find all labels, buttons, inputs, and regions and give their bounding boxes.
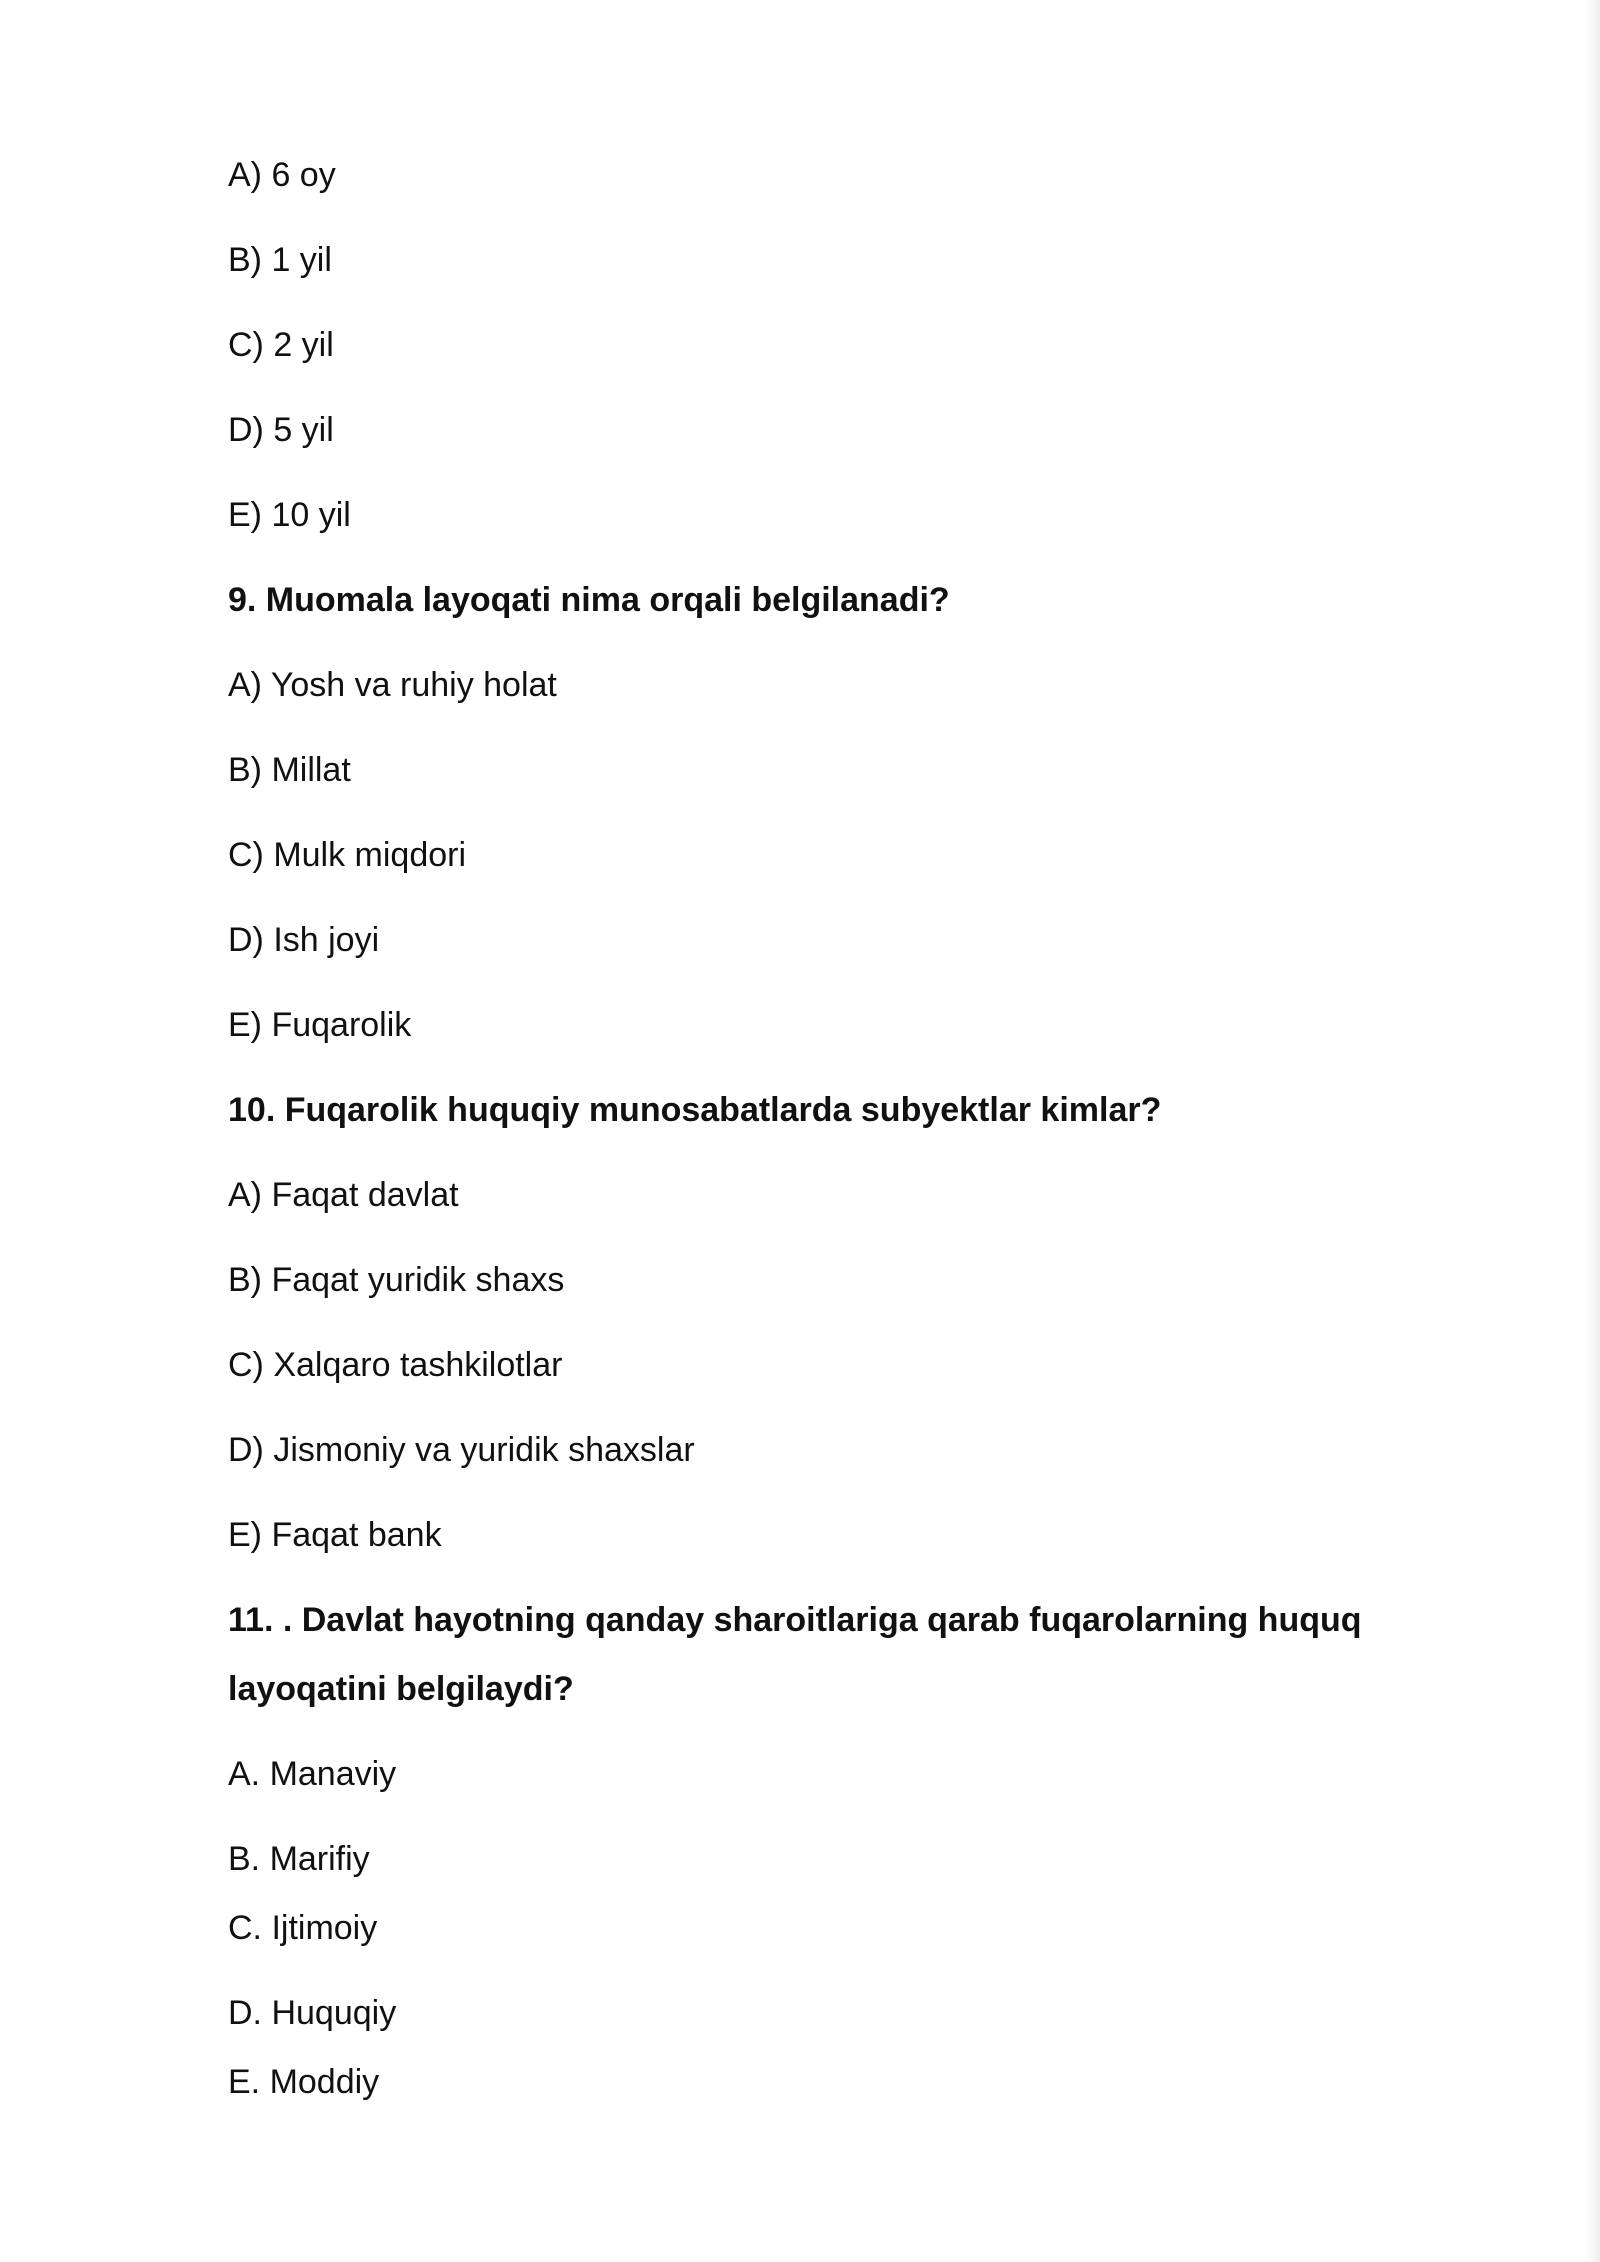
option-11-d: D. Huquqiy xyxy=(228,1994,397,2032)
option-9-b: B) Millat xyxy=(228,751,351,789)
option-11-b: B. Marifiy xyxy=(228,1840,370,1878)
option-10-d: D) Jismoniy va yuridik shaxslar xyxy=(228,1431,695,1469)
option-10-e: E) Faqat bank xyxy=(228,1516,442,1554)
option-9-d: D) Ish joyi xyxy=(228,921,380,959)
option-10-c: C) Xalqaro tashkilotlar xyxy=(228,1346,563,1384)
page-edge xyxy=(1586,0,1600,2262)
option-9-c: C) Mulk miqdori xyxy=(228,836,467,874)
option-11-c: C. Ijtimoiy xyxy=(228,1909,378,1947)
question-11-line-1: 11. . Davlat hayotning qanday sharoitlariga qarab fuqarolarning huquq xyxy=(228,1601,1362,1639)
option-9-e: E) Fuqarolik xyxy=(228,1006,412,1044)
option-10-b: B) Faqat yuridik shaxs xyxy=(228,1261,565,1299)
question-11-line-2: layoqatini belgilaydi? xyxy=(228,1670,574,1708)
question-10: 10. Fuqarolik huquqiy munosabatlarda subyektlar kimlar? xyxy=(228,1091,1162,1129)
option-8-c: C) 2 yil xyxy=(228,326,334,364)
option-11-a: A. Manaviy xyxy=(228,1755,397,1793)
option-8-b: B) 1 yil xyxy=(228,241,332,279)
option-11-e: E. Moddiy xyxy=(228,2063,380,2101)
option-8-a: A) 6 oy xyxy=(228,156,336,194)
option-8-e: E) 10 yil xyxy=(228,496,351,534)
option-10-a: A) Faqat davlat xyxy=(228,1176,459,1214)
option-9-a: A) Yosh va ruhiy holat xyxy=(228,666,557,704)
question-9: 9. Muomala layoqati nima orqali belgilanadi? xyxy=(228,581,950,619)
option-8-d: D) 5 yil xyxy=(228,411,334,449)
